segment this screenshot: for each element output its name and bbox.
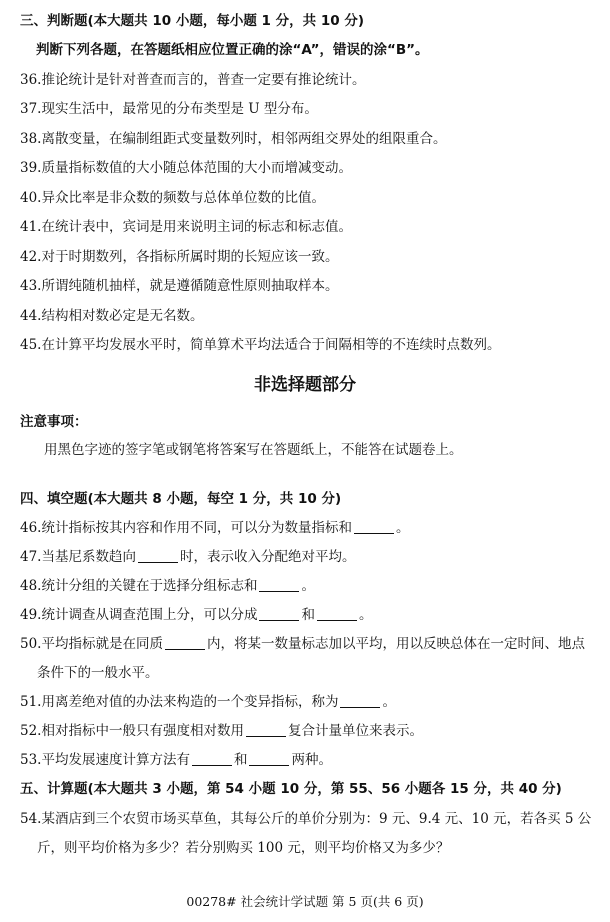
- answer-blank: [354, 519, 394, 534]
- question-52: [20, 722, 423, 740]
- question-37: 37.现实生活中，最常见的分布类型是 U 型分布。: [20, 101, 318, 117]
- question-36: 36.推论统计是针对普查而言的，普查一定要有推论统计。: [20, 72, 366, 88]
- question-47-text: 47.当基尼系数趋向: [20, 549, 136, 565]
- section-4-heading: 四、填空题(本大题共 8 小题，每空 1 分，共 10 分): [20, 491, 342, 507]
- question-45: 45.在计算平均发展水平时，简单算术平均法适合于间隔相等的不连续时点数列。: [20, 337, 501, 353]
- page-footer: 00278# 社会统计学试题 第 5 页(共 6 页): [186, 894, 424, 909]
- question-48-text: 48.统计分组的关键在于选择分组标志和: [20, 578, 258, 594]
- part-title: 非选择题部分: [254, 375, 356, 395]
- answer-blank: [259, 577, 299, 592]
- question-47: [20, 548, 355, 566]
- section-3-heading: 三、判断题(本大题共 10 小题，每小题 1 分，共 10 分): [20, 13, 365, 29]
- question-39: 39.质量指标数值的大小随总体范围的大小而增减变动。: [20, 160, 352, 176]
- question-52-text: 52.相对指标中一般只有强度相对数用: [20, 723, 244, 739]
- answer-blank: [259, 606, 299, 621]
- question-46-text: 46.统计指标按其内容和作用不同，可以分为数量指标和: [20, 520, 352, 536]
- question-38: 38.离散变量，在编制组距式变量数列时，相邻两组交界处的组限重合。: [20, 131, 447, 147]
- question-49-mid: 和: [301, 607, 315, 623]
- question-50-text: 50.平均指标就是在同质: [20, 636, 163, 652]
- question-51-end: 。: [382, 694, 396, 710]
- question-48: [20, 577, 315, 595]
- question-51-text: 51.用离差绝对值的办法来构造的一个变异指标，称为: [20, 694, 339, 710]
- section-5-heading: 五、计算题(本大题共 3 小题，第 54 小题 10 分，第 55、56 小题各 15 分，共 40 分): [20, 781, 562, 797]
- question-50-mid: 内，将某一数量标志加以平均，用以反映总体在一定时间、地点: [206, 636, 585, 652]
- notice-body: 用黑色字迹的签字笔或钢笔将答案写在答题纸上，不能答在试题卷上。: [44, 442, 463, 458]
- question-50: [20, 635, 585, 653]
- answer-blank: [340, 693, 380, 708]
- answer-blank: [138, 548, 178, 563]
- question-43: 43.所谓纯随机抽样，就是遵循随意性原则抽取样本。: [20, 278, 339, 294]
- question-46: [20, 519, 409, 537]
- answer-blank: [246, 722, 286, 737]
- question-52-end: 复合计量单位来表示。: [287, 723, 423, 739]
- question-50-continuation: 条件下的一般水平。: [37, 665, 159, 681]
- question-44: 44.结构相对数必定是无名数。: [20, 308, 204, 324]
- question-46-end: 。: [395, 520, 410, 536]
- answer-blank: [249, 751, 289, 766]
- question-53-mid: 和: [233, 752, 248, 768]
- notice-heading: 注意事项：: [20, 414, 88, 430]
- question-49: [20, 606, 372, 624]
- question-53-text: 53.平均发展速度计算方法有: [20, 752, 190, 768]
- question-40: 40.异众比率是非众数的频数与总体单位数的比值。: [20, 190, 325, 206]
- question-47-end: 时，表示收入分配绝对平均。: [179, 549, 356, 565]
- question-54: 54.某酒店到三个农贸市场买草鱼，其每公斤的单价分别为：9 元、9.4 元、10 元，若各买 5 公: [20, 811, 592, 827]
- question-42: 42.对于时期数列，各指标所属时期的长短应该一致。: [20, 249, 339, 265]
- question-49-end: 。: [358, 607, 373, 623]
- question-41: 41.在统计表中，宾词是用来说明主词的标志和标志值。: [20, 219, 352, 235]
- question-53-end: 两种。: [291, 752, 332, 768]
- answer-blank: [192, 751, 232, 766]
- question-48-end: 。: [301, 578, 315, 594]
- answer-blank: [317, 606, 357, 621]
- answer-blank: [165, 635, 205, 650]
- question-49-text: 49.统计调查从调查范围上分，可以分成: [20, 607, 258, 623]
- question-54-continuation: 斤，则平均价格为多少？若分别购买 100 元，则平均价格又为多少？: [37, 840, 450, 856]
- question-51: [20, 693, 396, 711]
- question-53: [20, 751, 332, 769]
- section-3-instruction: 判断下列各题，在答题纸相应位置正确的涂“A”，错误的涂“B”。: [36, 42, 429, 58]
